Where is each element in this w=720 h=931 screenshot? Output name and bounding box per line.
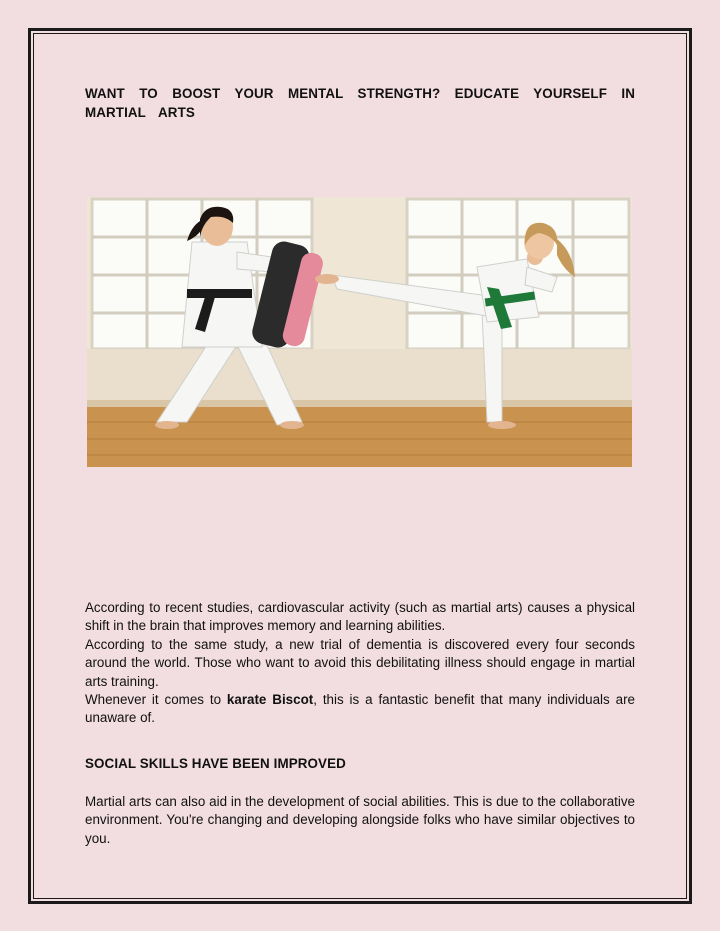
paragraph-3-tail: , this is a fantastic benefit that many individuals are unaware of. — [85, 692, 635, 726]
martial-arts-illustration — [87, 197, 632, 467]
karate-biscot-keyword: karate Biscot — [226, 692, 314, 708]
article-body — [85, 599, 635, 848]
paragraph-3-lead: Whenever it comes to — [85, 692, 227, 708]
paragraph-3 — [85, 691, 635, 728]
martial-arts-photo — [87, 197, 632, 467]
page-title: WANT TO BOOST YOUR MENTAL STRENGTH? EDUCATE YOURSELF IN MARTIAL ARTS — [85, 86, 635, 120]
title-block — [85, 84, 635, 122]
paragraph-2: According to the same study, a new trial of dementia is discovered every four seconds around the world. Those who want to avoid this debilitating illness should engage in martial arts training. — [85, 636, 635, 689]
section-heading: SOCIAL SKILLS HAVE BEEN IMPROVED — [85, 755, 346, 771]
section-paragraph: Martial arts can also aid in the development of social abilities. This is due to the collaborative environment. You're changing and developing alongside folks who have similar objectives to you. — [85, 793, 635, 846]
paragraph-1: According to recent studies, cardiovascular activity (such as martial arts) causes a physical shift in the brain that improves memory and learning abilities. — [85, 600, 635, 634]
